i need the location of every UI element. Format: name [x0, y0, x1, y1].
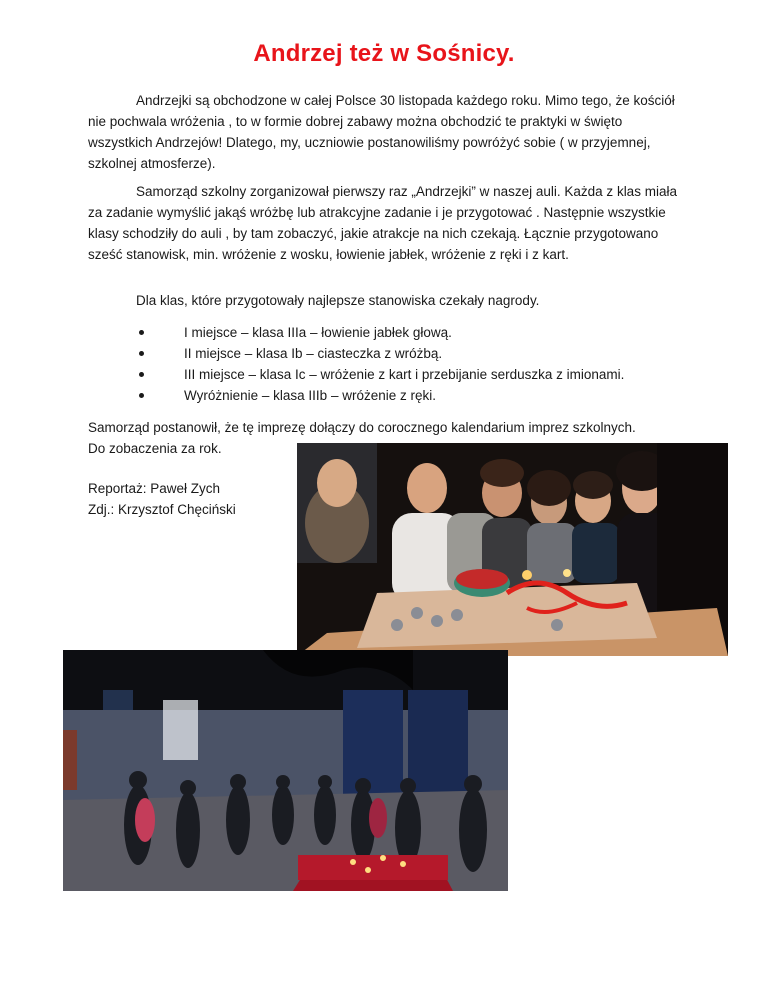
photo-hall-crowd-illustration: [63, 650, 508, 891]
list-item: III miejsce – klasa Ic – wróżenie z kart i przebijanie serduszka z imionami.: [136, 364, 624, 385]
credits: [88, 478, 236, 520]
paragraph-conclusion: Samorząd postanowił, że tę imprezę dołączy do corocznego kalendarium imprez szkolnych.: [88, 420, 636, 435]
list-item: II miejsce – klasa Ib – ciasteczka z wróżbą.: [136, 343, 624, 364]
paragraph-event: Samorząd szkolny zorganizował pierwszy raz „Andrzejki” w naszej auli. Każda z klas miała za zadanie wymyślić jakąś wróżbę lub atrakcyjne zadanie i je przygotować . Następnie wszystkie klasy schodziły do auli , by tam zobaczyć, jakie atrakcje na nich czekają. Łącznie przygotowano sześć stanowisk, min. wróżenie z wosku, łowienie jabłek, wróżenie z ręki i z kart.: [88, 184, 677, 262]
photo-credit: Zdj.: Krzysztof Chęciński: [88, 502, 236, 517]
paragraph-prizes: Dla klas, które przygotowały najlepsze stanowiska czekały nagrody.: [136, 293, 540, 308]
photo-hall-crowd: [63, 650, 508, 891]
list-item: I miejsce – klasa IIIa – łowienie jabłek głową.: [136, 322, 624, 343]
photo-students-table: [297, 443, 728, 656]
report-credit: Reportaż: Paweł Zych: [88, 481, 221, 496]
awards-list: [136, 322, 624, 406]
list-item: Wyróżnienie – klasa IIIb – wróżenie z ręki.: [136, 385, 624, 406]
paragraph-intro: Andrzejki są obchodzone w całej Polsce 30 listopada każdego roku. Mimo tego, że kościół nie pochwala wróżenia , to w formie dobrej zabawy można obchodzić te praktyki w święto wszystkich Andrzejów! Dlatego, my, uczniowie postanowiliśmy powróżyć sobie ( w przyjemnej, szkolnej atmosferze).: [88, 93, 675, 171]
photo-students-table-illustration: [297, 443, 728, 656]
article-title: Andrzej też w Sośnicy.: [253, 40, 515, 67]
paragraph-farewell: Do zobaczenia za rok.: [88, 441, 222, 456]
